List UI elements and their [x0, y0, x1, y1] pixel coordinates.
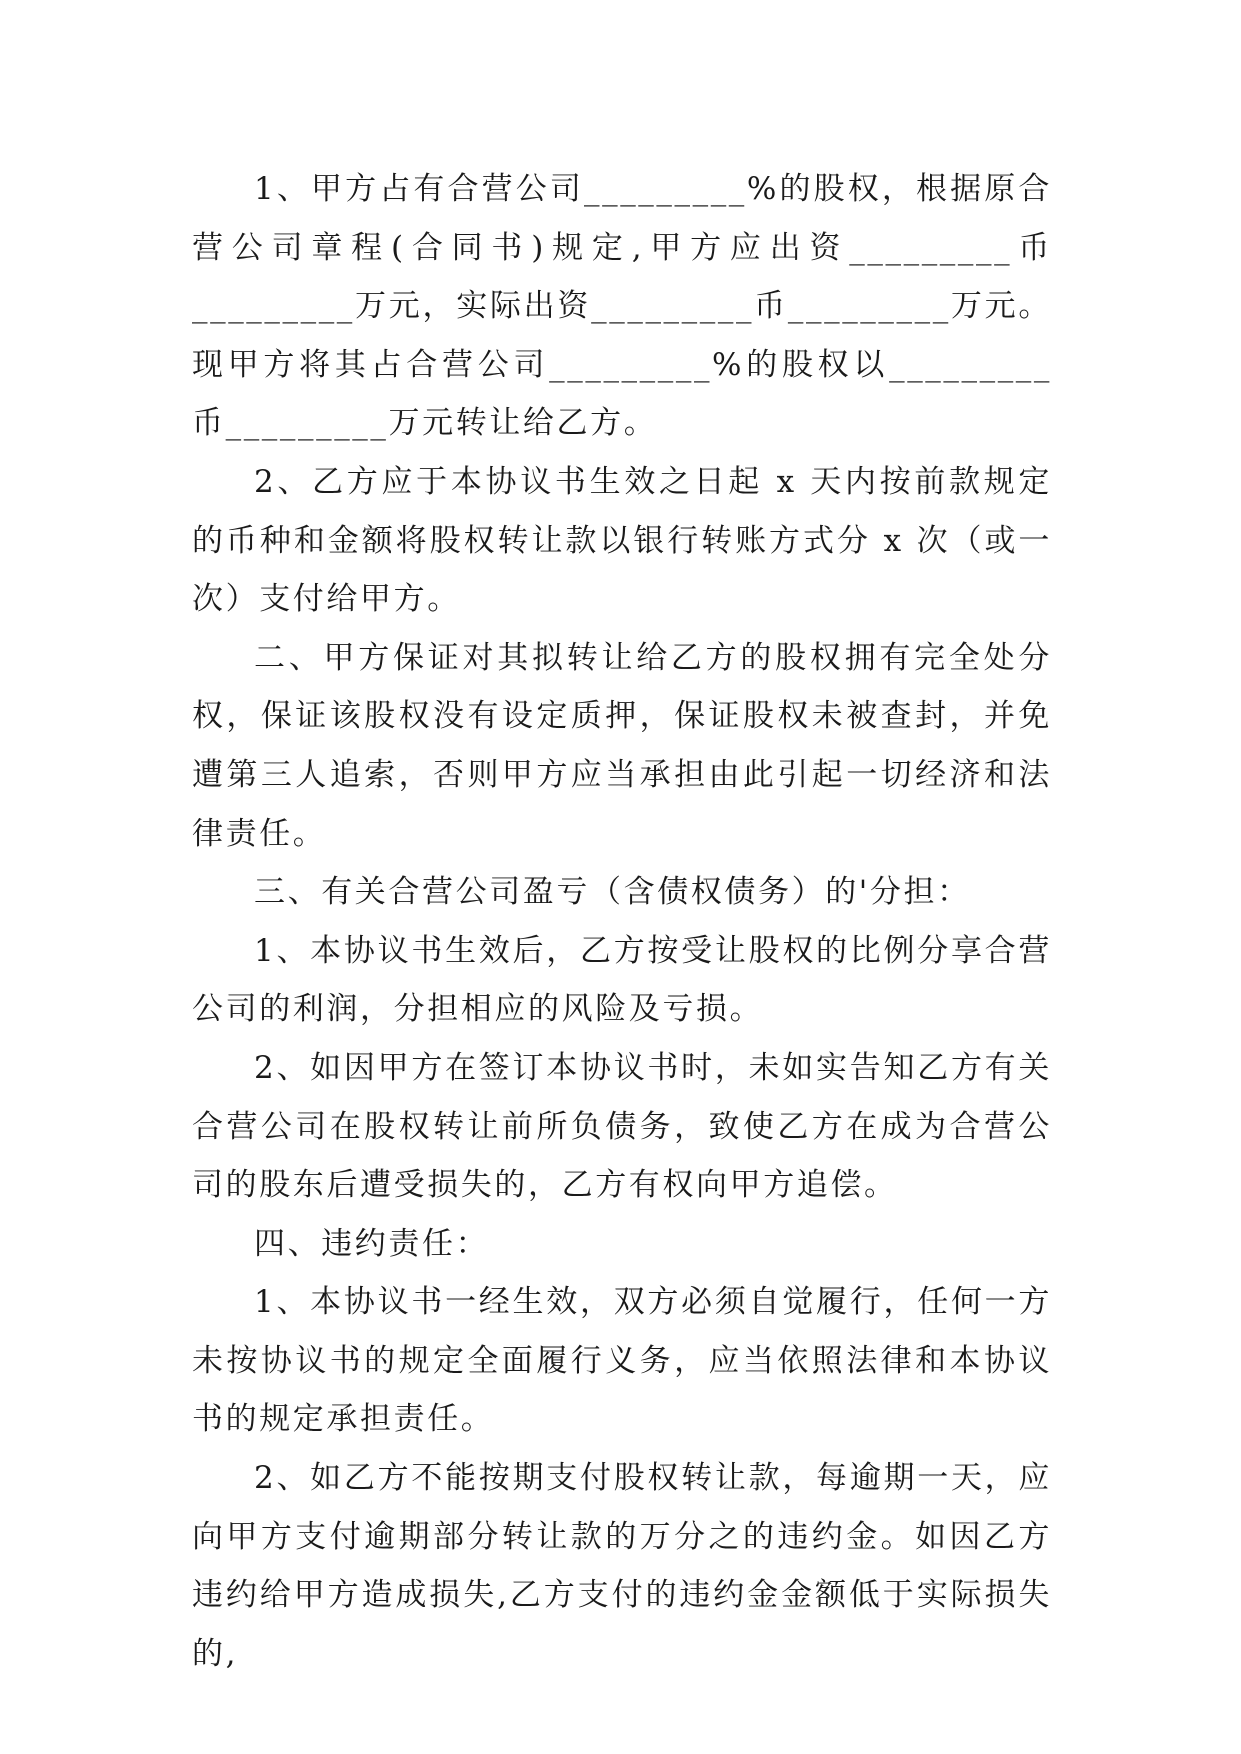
paragraph-4: 三、有关合营公司盈亏（含债权债务）的'分担：: [254, 874, 971, 911]
paragraph-8: 1、本协议书一经生效，双方必须自觉履行，任何一方未按协议书的规定全面履行义务，应当依照法律和本协议书的规定承担责任。: [192, 1284, 1052, 1438]
paragraph-1: 1、甲方占有合营公司_________%的股权，根据原合营公司章程(合同书)规定,甲方应出资_________币_________万元，实际出资_________币_________万元。现甲方将其占合营公司_________%的股权以_________币_________万元转让给乙方。: [192, 171, 1052, 442]
paragraph-2: 2、乙方应于本协议书生效之日起 x 天内按前款规定的币种和金额将股权转让款以银行转账方式分 x 次（或一次）支付给甲方。: [192, 463, 1052, 618]
document-body: [192, 160, 1052, 1683]
paragraph-9: 2、如乙方不能按期支付股权转让款，每逾期一天，应向甲方支付逾期部分转让款的万分之的违约金。如因乙方违约给甲方造成损失,乙方支付的违约金金额低于实际损失的,: [192, 1460, 1052, 1672]
paragraph-7: 四、违约责任：: [254, 1225, 490, 1262]
paragraph-6: 2、如因甲方在签订本协议书时，未如实告知乙方有关合营公司在股权转让前所负债务，致使乙方在成为合营公司的股东后遭受损失的，乙方有权向甲方追偿。: [192, 1049, 1052, 1204]
paragraph-3: 二、甲方保证对其拟转让给乙方的股权拥有完全处分权，保证该股权没有设定质押，保证股权未被查封，并免遭第三人追索，否则甲方应当承担由此引起一切经济和法律责任。: [192, 639, 1052, 852]
paragraph-5: 1、本协议书生效后，乙方按受让股权的比例分享合营公司的利润，分担相应的风险及亏损。: [192, 932, 1052, 1028]
